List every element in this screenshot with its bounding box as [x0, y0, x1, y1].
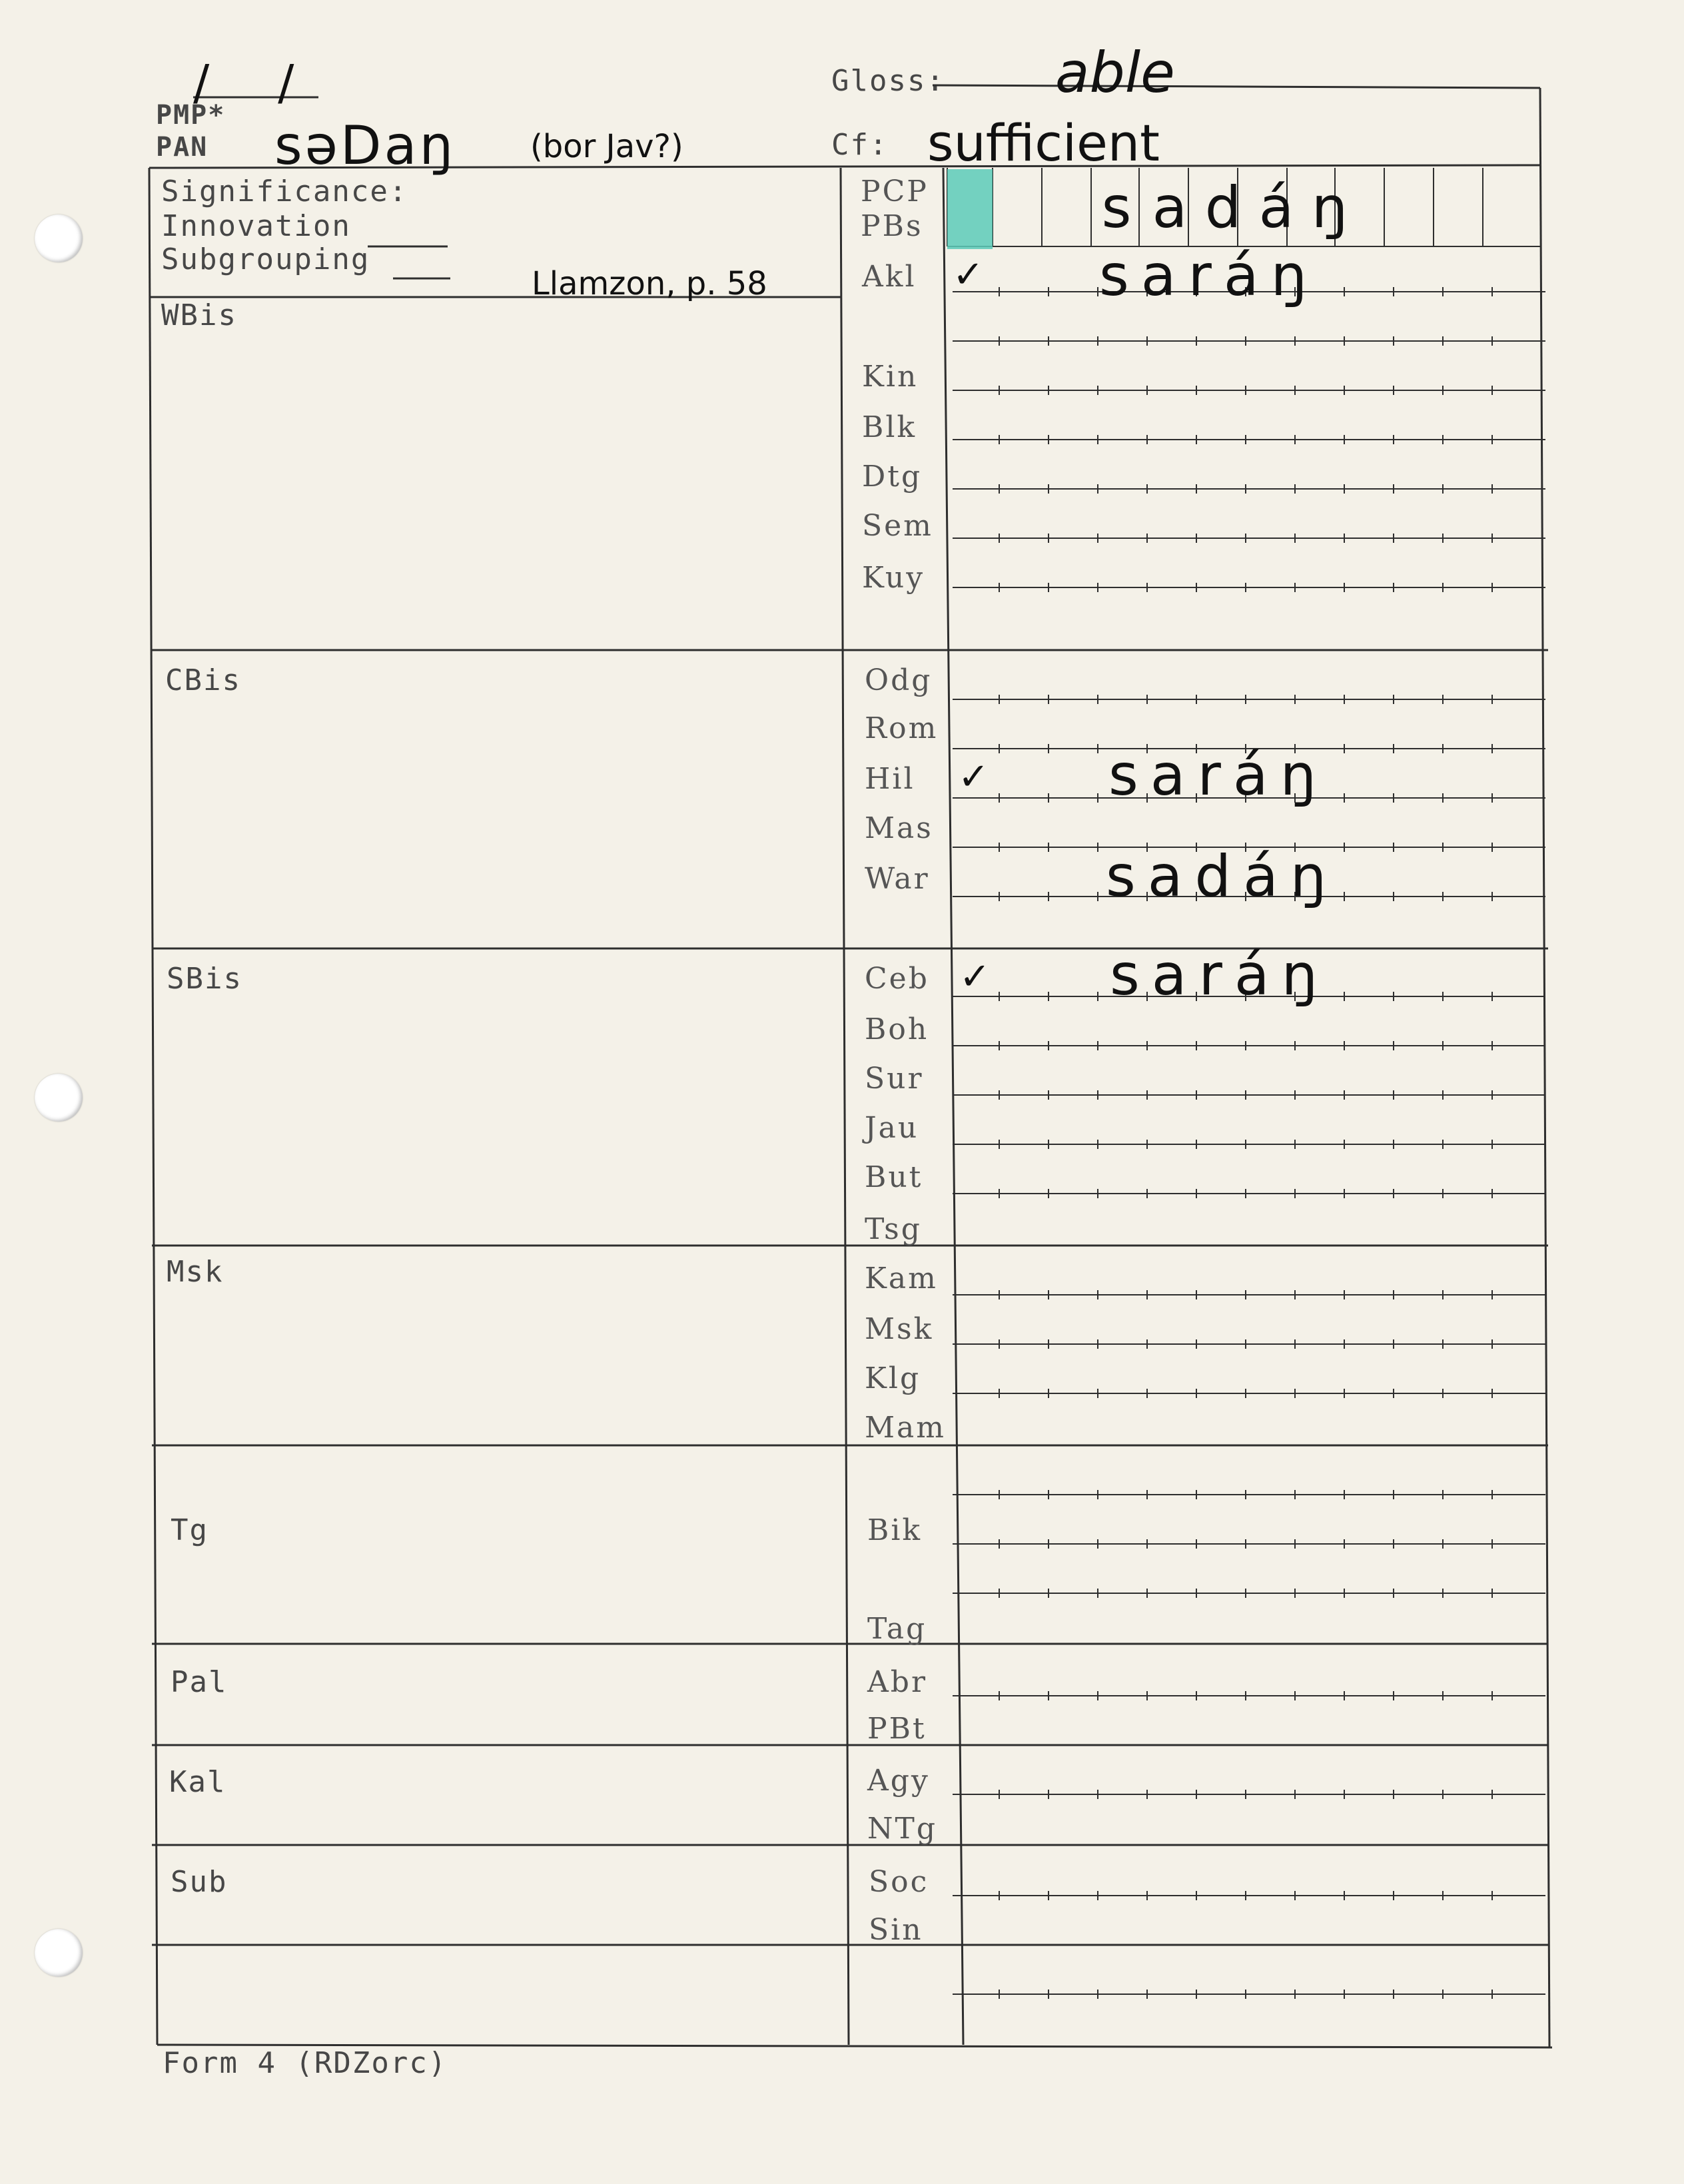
lang-but: But [865, 1160, 923, 1194]
lang-agy: Agy [867, 1764, 930, 1798]
lang-boh: Boh [865, 1012, 929, 1046]
date-mark: / / [193, 55, 321, 111]
section-label-kal: Kal [169, 1765, 226, 1799]
akl-checkmark: ✓ [953, 253, 984, 296]
section-label-cbis: CBis [165, 663, 241, 697]
akl-form: saráŋ [1099, 242, 1320, 309]
reference-note: Llamzon, p. 58 [532, 265, 767, 302]
gloss-label: Gloss: [831, 64, 945, 98]
section-label-sub: Sub [171, 1865, 228, 1899]
cf-value: sufficient [927, 113, 1160, 173]
lang-klg: Klg [865, 1361, 921, 1395]
lang-kam: Kam [865, 1262, 938, 1295]
gloss-underline [933, 85, 1540, 88]
pcp-form [1090, 175, 1356, 248]
hil-checkmark: ✓ [958, 755, 989, 799]
lang-sur: Sur [865, 1062, 924, 1096]
lang-mam: Mam [865, 1411, 947, 1445]
significance-label: Significance: [161, 175, 408, 208]
lang-hil: Hil [865, 762, 915, 796]
ceb-checkmark: ✓ [959, 955, 991, 998]
lang-sem: Sem [862, 509, 933, 543]
pmp-label: PMP* [156, 100, 226, 131]
lang-soc: Soc [869, 1865, 929, 1899]
highlight-marker [947, 169, 993, 249]
lang-pbt: PBt [867, 1712, 927, 1746]
borrowing-note: (bor Jav?) [530, 128, 683, 165]
lang-blk: Blk [862, 410, 917, 444]
pcp-form-letter: d [1204, 175, 1242, 241]
pcp-form-letter: a [1152, 175, 1188, 241]
lang-tag: Tag [867, 1612, 927, 1646]
innovation-label: Innovation [161, 209, 351, 243]
war-form: sadáŋ [1106, 843, 1339, 910]
pcp-form-letter: s [1101, 175, 1132, 241]
lang-odg: Odg [865, 663, 933, 697]
lang-jau: Jau [865, 1111, 919, 1145]
lang-war: War [865, 862, 930, 896]
lang-ntg: NTg [867, 1812, 938, 1846]
lang-sin: Sin [869, 1913, 923, 1947]
hil-form: saráŋ [1108, 742, 1329, 809]
column-divider [841, 168, 849, 2045]
lang-bik: Bik [867, 1513, 923, 1547]
language-divider [943, 168, 963, 2045]
lang-kin: Kin [862, 360, 919, 394]
form-footer: Form 4 (RDZorc) [163, 2046, 448, 2080]
lang-ceb: Ceb [865, 962, 929, 996]
section-label-wbis: WBis [161, 298, 237, 332]
section-label-msk: Msk [167, 1255, 224, 1289]
lang-pbs: PBs [861, 209, 923, 243]
reconstruction-form: səDaŋ [274, 115, 456, 177]
section-label-pal: Pal [171, 1665, 228, 1699]
frame-right [1540, 88, 1549, 2047]
ceb-form: saráŋ [1110, 942, 1330, 1008]
pcp-form-letter: ŋ [1311, 175, 1348, 241]
frame-left [149, 168, 157, 2045]
lang-abr: Abr [867, 1665, 927, 1699]
lang-rom: Rom [865, 711, 939, 745]
pcp-form-letter: á [1258, 175, 1294, 241]
subgrouping-label: Subgrouping [161, 242, 370, 276]
section-label-tg: Tg [171, 1513, 209, 1547]
lang-akl: Akl [862, 260, 917, 294]
lang-kuy: Kuy [862, 561, 925, 595]
section-label-sbis: SBis [167, 962, 242, 996]
cf-label: Cf: [831, 128, 889, 162]
lang-mas: Mas [865, 811, 933, 845]
lang-pcp: PCP [861, 175, 929, 208]
lang-msk: Msk [865, 1312, 934, 1346]
lang-dtg: Dtg [862, 460, 923, 494]
pan-label: PAN [156, 132, 209, 163]
lang-tsg: Tsg [865, 1212, 922, 1246]
gloss-value: able [1055, 40, 1175, 105]
